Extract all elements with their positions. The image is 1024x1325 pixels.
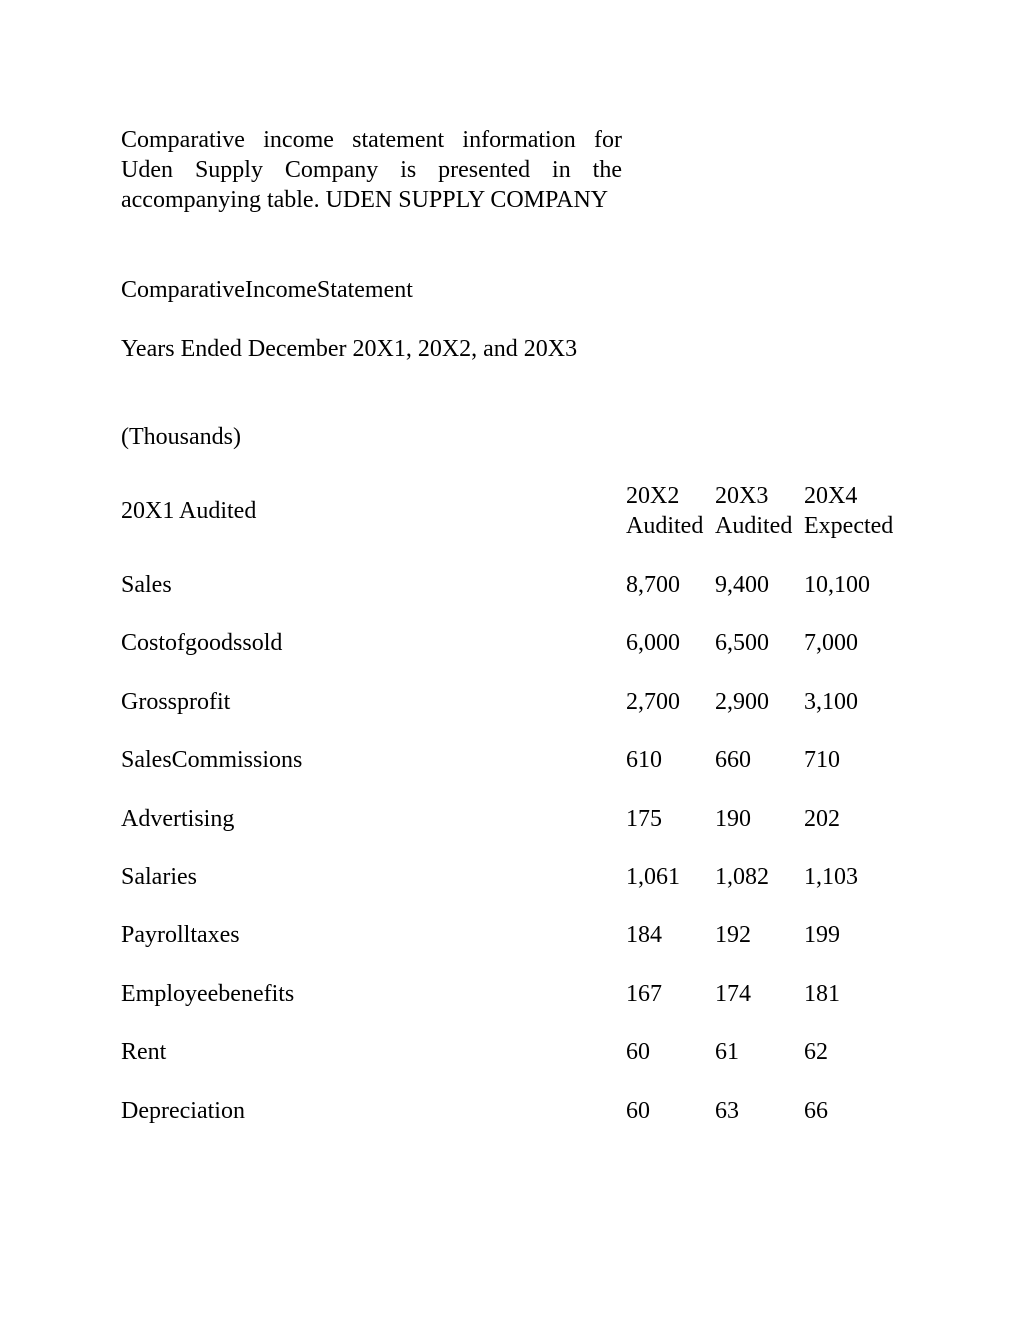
row-value: 60 bbox=[626, 1039, 650, 1065]
row-value: 1,103 bbox=[804, 864, 858, 890]
column-header-year: 20X3 bbox=[715, 483, 769, 509]
row-label: Grossprofit bbox=[121, 689, 231, 715]
column-header-20x4 bbox=[804, 481, 893, 541]
row-value: 660 bbox=[715, 747, 751, 773]
row-label: Rent bbox=[121, 1039, 167, 1065]
row-value: 7,000 bbox=[804, 630, 858, 656]
row-value: 2,700 bbox=[626, 689, 680, 715]
statement-title: ComparativeIncomeStatement bbox=[121, 277, 413, 303]
column-header-20x2 bbox=[626, 481, 703, 541]
row-label: Costofgoodssold bbox=[121, 630, 283, 656]
row-label: Depreciation bbox=[121, 1098, 245, 1124]
row-value: 1,082 bbox=[715, 864, 769, 890]
column-header-status: Audited bbox=[715, 513, 793, 539]
row-value: 2,900 bbox=[715, 689, 769, 715]
intro-paragraph: Comparative income statement information for Uden Supply Company is presented in the accompanying table. UDEN SUPPLY COMPANY bbox=[121, 127, 622, 213]
row-label: Employeebenefits bbox=[121, 981, 295, 1007]
table-header-label: 20X1 Audited bbox=[121, 498, 257, 524]
row-label: Payrolltaxes bbox=[121, 922, 240, 948]
row-value: 3,100 bbox=[804, 689, 858, 715]
row-value: 61 bbox=[715, 1039, 739, 1065]
column-header-year: 20X2 bbox=[626, 483, 680, 509]
row-value: 6,000 bbox=[626, 630, 680, 656]
row-value: 1,061 bbox=[626, 864, 680, 890]
row-label: Salaries bbox=[121, 864, 197, 890]
row-value: 6,500 bbox=[715, 630, 769, 656]
row-value: 63 bbox=[715, 1098, 739, 1124]
row-value: 192 bbox=[715, 922, 751, 948]
row-value: 10,100 bbox=[804, 572, 870, 598]
row-value: 174 bbox=[715, 981, 751, 1007]
row-label: Advertising bbox=[121, 806, 235, 832]
row-value: 167 bbox=[626, 981, 662, 1007]
row-label: Sales bbox=[121, 572, 172, 598]
row-value: 202 bbox=[804, 806, 840, 832]
row-value: 181 bbox=[804, 981, 840, 1007]
row-value: 184 bbox=[626, 922, 662, 948]
column-header-status: Audited bbox=[626, 513, 704, 539]
row-value: 199 bbox=[804, 922, 840, 948]
row-value: 710 bbox=[804, 747, 840, 773]
row-value: 62 bbox=[804, 1039, 828, 1065]
row-value: 8,700 bbox=[626, 572, 680, 598]
row-value: 9,400 bbox=[715, 572, 769, 598]
column-header-status: Expected bbox=[804, 513, 894, 539]
statement-units: (Thousands) bbox=[121, 424, 241, 450]
row-value: 175 bbox=[626, 806, 662, 832]
row-value: 190 bbox=[715, 806, 751, 832]
row-value: 610 bbox=[626, 747, 662, 773]
row-value: 60 bbox=[626, 1098, 650, 1124]
column-header-year: 20X4 bbox=[804, 483, 858, 509]
row-label: SalesCommissions bbox=[121, 747, 303, 773]
row-value: 66 bbox=[804, 1098, 828, 1124]
column-header-20x3 bbox=[715, 481, 792, 541]
statement-period: Years Ended December 20X1, 20X2, and 20X3 bbox=[121, 336, 578, 362]
